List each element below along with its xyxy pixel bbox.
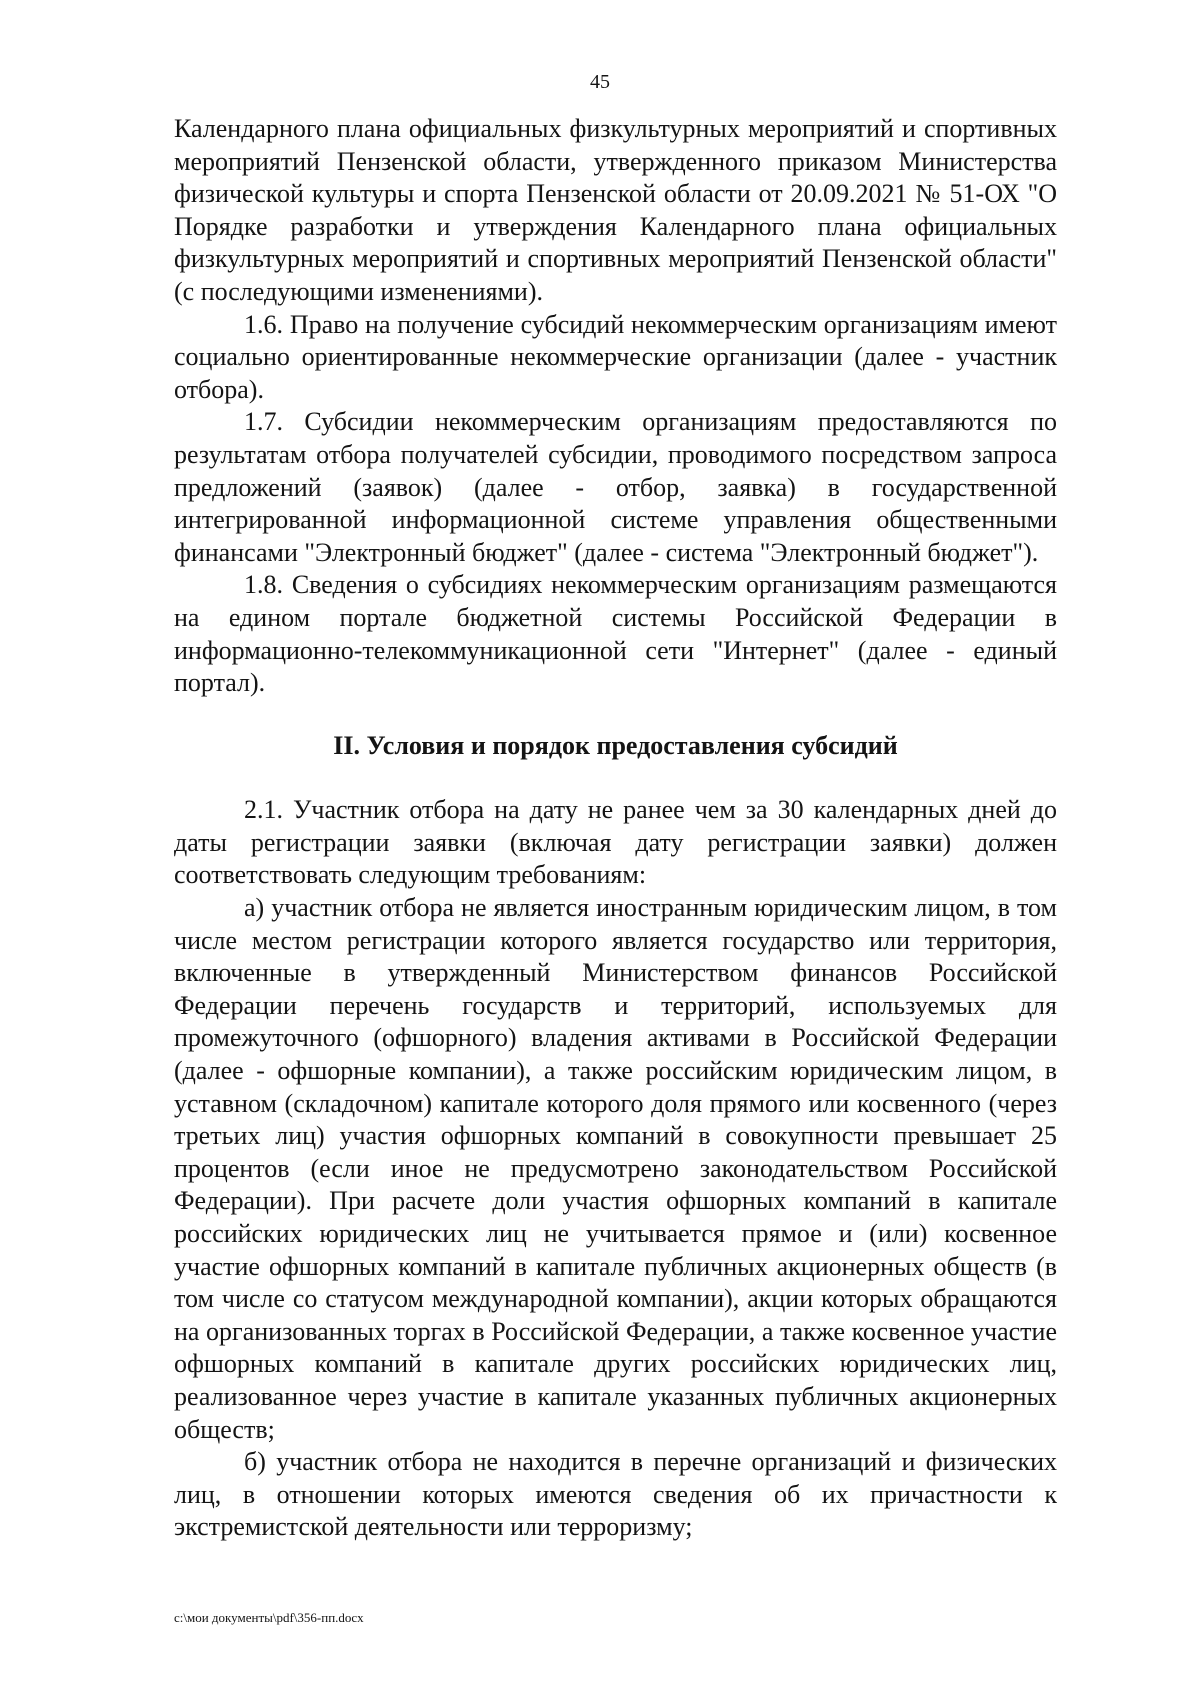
paragraph-continuation: Календарного плана официальных физкультурных мероприятий и спортивных мероприятий Пензенской области, утвержденного приказом Министерства физической культуры и спорта Пензенской области от 20.09.2021 № 51-ОХ "О Порядке разработки и утверждения Календарного плана официальных физкультурных мероприятий и спортивных мероприятий Пензенской области" (с последующими изменениями).	[174, 114, 1057, 306]
page-number: 45	[590, 71, 610, 93]
paragraph-1-7: 1.7. Субсидии некоммерческим организациям предоставляются по результатам отбора получателей субсидии, проводимого посредством запроса предложений (заявок) (далее - отбор, заявка) в государственной интегрированной информационной системе управления общественными финансами "Электронный бюджет" (далее - система "Электронный бюджет").	[174, 407, 1057, 567]
section-heading: II. Условия и порядок предоставления субсидий	[333, 730, 898, 760]
paragraph-1-8: 1.8. Сведения о субсидиях некоммерческим организациям размещаются на едином портале бюджетной системы Российской Федерации в информационно-телекоммуникационной сети "Интернет" (далее - единый портал).	[174, 570, 1057, 698]
paragraph-2-1: 2.1. Участник отбора на дату не ранее чем за 30 календарных дней до даты регистрации заявки (включая дату регистрации заявки) должен соответствовать следующим требованиям:	[174, 795, 1057, 890]
paragraph-2-1-a: а) участник отбора не является иностранным юридическим лицом, в том числе местом регистрации которого является государство или территория, включенные в утвержденный Министерством финансов Российской Федерации перечень государств и территорий, используемых для промежуточного (офшорного) владения активами в Российской Федерации (далее - офшорные компании), а также российским юридическим лицом, в уставном (складочном) капитале которого доля прямого или косвенного (через третьих лиц) участия офшорных компаний в совокупности превышает 25 процентов (если иное не предусмотрено законодательством Российской Федерации). При расчете доли участия офшорных компаний в капитале российских юридических лиц не учитывается прямое и (или) косвенное участие офшорных компаний в капитале публичных акционерных обществ (в том числе со статусом международной компании), акции которых обращаются на организованных торгах в Российской Федерации, а также косвенное участие офшорных компаний в капитале других российских юридических лиц, реализованное через участие в капитале указанных публичных акционерных обществ;	[174, 893, 1057, 1444]
file-path-footer: c:\мои документы\pdf\356-пп.docx	[174, 1610, 364, 1625]
paragraph-1-6: 1.6. Право на получение субсидий некоммерческим организациям имеют социально ориентированные некоммерческие организации (далее - участник отбора).	[174, 309, 1057, 404]
document-body	[174, 113, 1057, 1544]
paragraph-2-1-b: б) участник отбора не находится в перечне организаций и физических лиц, в отношении которых имеются сведения об их причастности к экстремистской деятельности или терроризму;	[174, 1447, 1057, 1542]
